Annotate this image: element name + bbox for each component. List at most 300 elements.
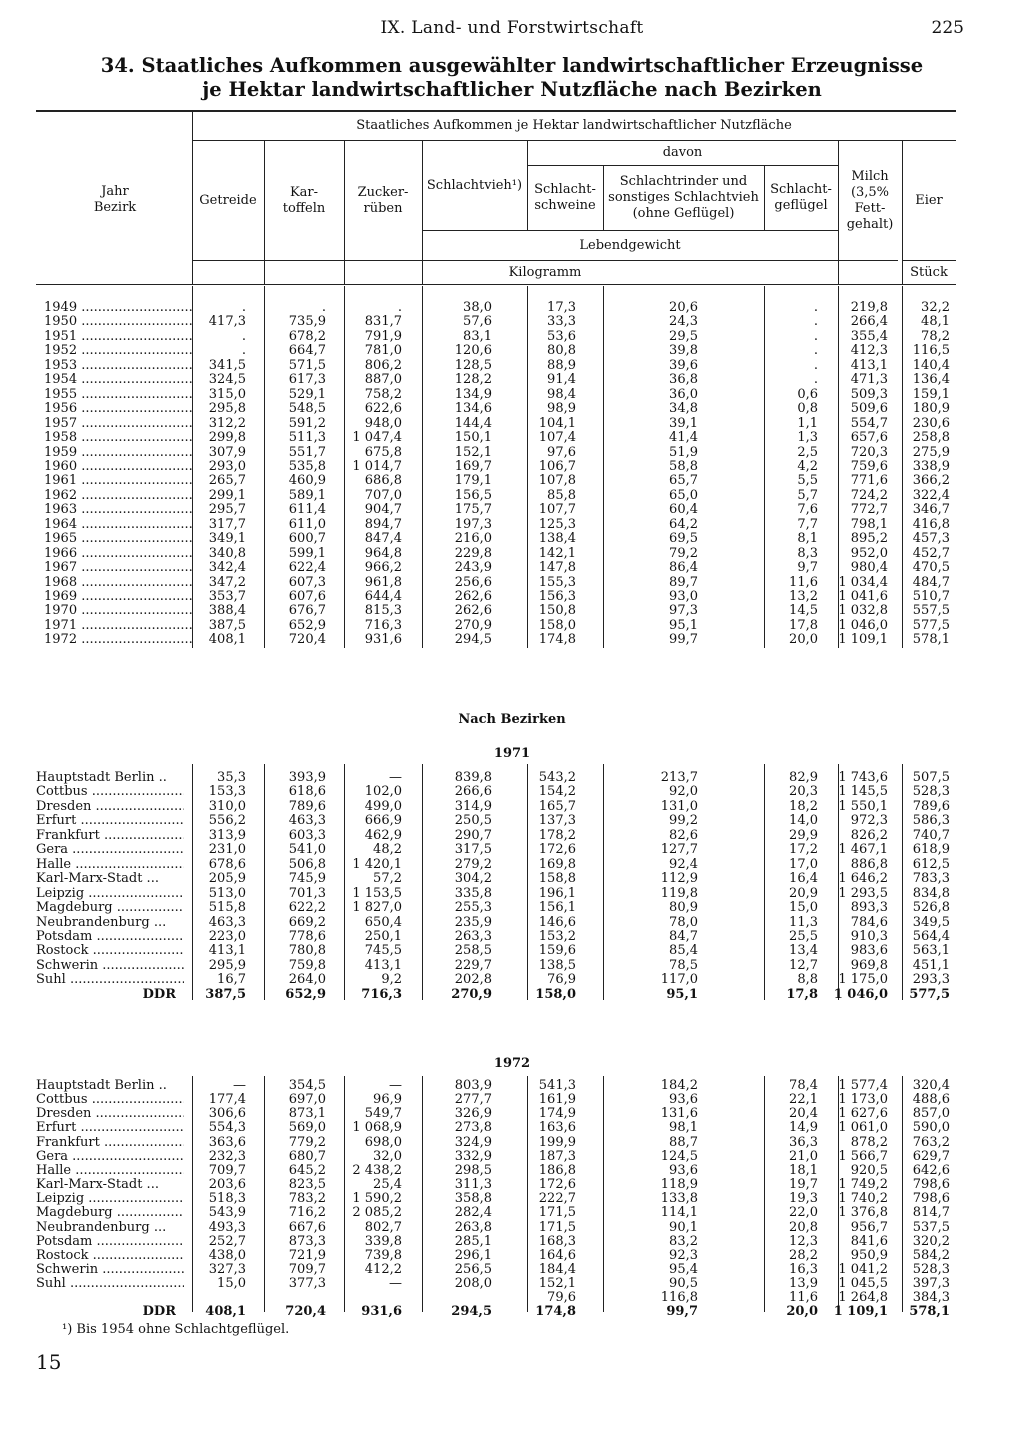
table-row bbox=[36, 473, 956, 488]
table-row bbox=[36, 799, 956, 814]
cell-eier: 322,4 bbox=[912, 487, 950, 503]
table-row bbox=[36, 943, 956, 958]
cell-eier: 814,7 bbox=[912, 1205, 950, 1221]
cell-schlachtschweine: 53,6 bbox=[547, 328, 576, 344]
table-row bbox=[36, 1276, 956, 1291]
cell-schlachtgefluegel: 2,5 bbox=[797, 444, 818, 460]
table-row bbox=[36, 1262, 956, 1277]
cell-getreide: 554,3 bbox=[208, 1120, 246, 1136]
cell-milch: 219,8 bbox=[850, 300, 888, 315]
cell-schlachtschweine: 150,8 bbox=[538, 603, 576, 619]
header-span-main: Staatliches Aufkommen je Hektar landwirtschaftlicher Nutzfläche bbox=[356, 118, 792, 133]
cell-zuckerrueben: . bbox=[397, 300, 402, 315]
table-row bbox=[36, 915, 956, 930]
header-zuckerrueben: Zucker- rüben bbox=[357, 184, 409, 216]
cell-schlachtschweine: 164,6 bbox=[538, 1247, 576, 1263]
cell-eier: 577,5 bbox=[909, 986, 950, 1002]
cell-eier: 416,8 bbox=[912, 516, 950, 532]
row-bezirk-label: Suhl ..... bbox=[36, 972, 184, 987]
table-row bbox=[36, 401, 956, 416]
cell-schlachtrinder: 20,6 bbox=[669, 300, 698, 315]
cell-schlachtrinder: 39,1 bbox=[669, 415, 698, 431]
cell-schlachtrinder: 36,0 bbox=[669, 386, 698, 402]
cell-schlachtschweine: 543,2 bbox=[538, 770, 576, 785]
cell-schlachtvieh: 57,6 bbox=[463, 314, 492, 330]
cell-schlachtschweine: 171,5 bbox=[538, 1205, 576, 1221]
cell-getreide: 341,5 bbox=[208, 357, 246, 373]
cell-schlachtgefluegel: 25,5 bbox=[789, 928, 818, 944]
table-row bbox=[36, 343, 956, 358]
cell-getreide: 387,5 bbox=[205, 986, 246, 1002]
cell-schlachtschweine: 107,8 bbox=[538, 473, 576, 489]
cell-schlachtrinder: 117,0 bbox=[660, 972, 698, 988]
cell-schlachtschweine: 79,6 bbox=[547, 1290, 576, 1306]
cell-schlachtschweine: 155,3 bbox=[538, 574, 576, 590]
cell-milch: 1 061,0 bbox=[838, 1120, 888, 1136]
cell-schlachtgefluegel: 12,3 bbox=[789, 1233, 818, 1249]
row-bezirk-label: Neubrandenburg ... bbox=[36, 914, 167, 930]
table-row bbox=[36, 560, 956, 575]
cell-schlachtvieh: 296,1 bbox=[454, 1247, 492, 1263]
cell-schlachtrinder: 95,4 bbox=[669, 1261, 698, 1277]
row-bezirk-label: Suhl ..... bbox=[36, 1276, 184, 1291]
cell-kartoffeln: 377,3 bbox=[288, 1276, 326, 1292]
cell-schlachtschweine: 158,0 bbox=[538, 617, 576, 633]
table-row bbox=[36, 603, 956, 618]
row-bezirk-label: Halle ..... bbox=[36, 1163, 184, 1178]
row-bezirk-label: DDR bbox=[142, 986, 176, 1002]
table-row bbox=[36, 1177, 956, 1192]
cell-schlachtschweine: 147,8 bbox=[538, 560, 576, 576]
header-eier: Eier bbox=[915, 192, 943, 208]
cell-zuckerrueben: 650,4 bbox=[364, 914, 402, 930]
cell-schlachtschweine: 169,8 bbox=[538, 856, 576, 872]
cell-kartoffeln: 697,0 bbox=[288, 1092, 326, 1108]
cell-schlachtrinder: 118,9 bbox=[660, 1177, 698, 1193]
cell-schlachtgefluegel: 20,0 bbox=[786, 1304, 818, 1320]
cell-schlachtvieh: 144,4 bbox=[454, 415, 492, 431]
cell-milch: 1 627,6 bbox=[838, 1106, 888, 1122]
cell-getreide: 232,3 bbox=[208, 1148, 246, 1164]
cell-zuckerrueben: 1 068,9 bbox=[352, 1120, 402, 1136]
cell-kartoffeln: 701,3 bbox=[288, 885, 326, 901]
page-footer-number: 15 bbox=[36, 1350, 62, 1374]
title-line-2: je Hektar landwirtschaftlicher Nutzfläche nach Bezirken bbox=[202, 78, 822, 101]
cell-schlachtschweine: 165,7 bbox=[538, 798, 576, 814]
cell-eier: 612,5 bbox=[912, 856, 950, 872]
cell-schlachtgefluegel: 11,6 bbox=[789, 1290, 818, 1306]
row-year-label: 1965 ..... bbox=[44, 531, 192, 546]
section-year-1971: 1971 bbox=[493, 746, 531, 761]
cell-milch: 1 034,4 bbox=[838, 574, 888, 590]
cell-milch: 1 550,1 bbox=[838, 798, 888, 814]
row-bezirk-label: Frankfurt ..... bbox=[36, 828, 184, 843]
cell-zuckerrueben: 791,9 bbox=[364, 328, 402, 344]
cell-milch: 893,3 bbox=[850, 900, 888, 916]
cell-getreide: 518,3 bbox=[208, 1191, 246, 1207]
row-bezirk-label: Magdeburg ..... bbox=[36, 1205, 184, 1220]
cell-eier: 526,8 bbox=[912, 900, 950, 916]
cell-zuckerrueben: — bbox=[389, 770, 402, 785]
running-header: IX. Land- und Forstwirtschaft bbox=[380, 18, 644, 38]
cell-schlachtrinder: 84,7 bbox=[669, 928, 698, 944]
cell-zuckerrueben: 413,1 bbox=[364, 957, 402, 973]
row-bezirk-label: Cottbus ..... bbox=[36, 1092, 184, 1107]
table-row bbox=[36, 1120, 956, 1135]
cell-zuckerrueben: 57,2 bbox=[373, 871, 402, 887]
cell-zuckerrueben: 549,7 bbox=[364, 1106, 402, 1122]
row-year-label: 1967 ..... bbox=[44, 560, 192, 575]
table-row bbox=[36, 958, 956, 973]
cell-kartoffeln: 354,5 bbox=[288, 1078, 326, 1093]
cell-schlachtgefluegel: 20,0 bbox=[789, 632, 818, 648]
cell-schlachtvieh: 83,1 bbox=[463, 328, 492, 344]
cell-schlachtrinder: 29,5 bbox=[669, 328, 698, 344]
cell-schlachtschweine: 168,3 bbox=[538, 1233, 576, 1249]
cell-schlachtrinder: 90,1 bbox=[669, 1219, 698, 1235]
cell-schlachtvieh: 317,5 bbox=[454, 842, 492, 858]
cell-schlachtgefluegel: 28,2 bbox=[789, 1247, 818, 1263]
table-row bbox=[36, 1205, 956, 1220]
cell-schlachtvieh: 803,9 bbox=[454, 1078, 492, 1093]
cell-schlachtgefluegel: 17,0 bbox=[789, 856, 818, 872]
cell-schlachtvieh: 216,0 bbox=[454, 531, 492, 547]
cell-eier: 798,6 bbox=[912, 1177, 950, 1193]
cell-schlachtschweine: 104,1 bbox=[538, 415, 576, 431]
cell-eier: 563,1 bbox=[912, 943, 950, 959]
cell-getreide: 223,0 bbox=[208, 928, 246, 944]
cell-zuckerrueben: — bbox=[389, 1078, 402, 1093]
cell-schlachtrinder: 99,2 bbox=[669, 813, 698, 829]
row-bezirk-label: Gera ..... bbox=[36, 842, 184, 857]
cell-schlachtgefluegel: 29,9 bbox=[789, 827, 818, 843]
cell-getreide: 231,0 bbox=[208, 842, 246, 858]
cell-zuckerrueben: 412,2 bbox=[364, 1261, 402, 1277]
cell-getreide: — bbox=[233, 1078, 246, 1093]
table-row bbox=[36, 372, 956, 387]
table-row bbox=[36, 1234, 956, 1249]
cell-eier: 584,2 bbox=[912, 1247, 950, 1263]
header-stub: Jahr Bezirk bbox=[93, 184, 137, 215]
cell-schlachtrinder: 82,6 bbox=[669, 827, 698, 843]
cell-milch: 720,3 bbox=[850, 444, 888, 460]
cell-schlachtrinder: 80,9 bbox=[669, 900, 698, 916]
cell-schlachtvieh: 256,5 bbox=[454, 1261, 492, 1277]
cell-zuckerrueben: 339,8 bbox=[364, 1233, 402, 1249]
cell-getreide: 438,0 bbox=[208, 1247, 246, 1263]
cell-kartoffeln: 778,6 bbox=[288, 928, 326, 944]
cell-schlachtvieh: 255,3 bbox=[454, 900, 492, 916]
cell-eier: 384,3 bbox=[912, 1290, 950, 1306]
cell-zuckerrueben: — bbox=[389, 1276, 402, 1292]
cell-schlachtvieh: 282,4 bbox=[454, 1205, 492, 1221]
cell-getreide: 363,6 bbox=[208, 1134, 246, 1150]
cell-milch: 471,3 bbox=[850, 372, 888, 388]
cell-schlachtvieh: 197,3 bbox=[454, 516, 492, 532]
cell-eier: 346,7 bbox=[912, 502, 950, 518]
cell-schlachtvieh: 839,8 bbox=[454, 770, 492, 785]
cell-getreide: 349,1 bbox=[208, 531, 246, 547]
cell-schlachtschweine: 33,3 bbox=[547, 314, 576, 330]
cell-eier: 275,9 bbox=[912, 444, 950, 460]
cell-eier: 590,0 bbox=[912, 1120, 950, 1136]
row-bezirk-label: Neubrandenburg ... bbox=[36, 1219, 167, 1235]
cell-schlachtschweine: 199,9 bbox=[538, 1134, 576, 1150]
cell-kartoffeln: 652,9 bbox=[288, 617, 326, 633]
row-bezirk-label: Rostock ..... bbox=[36, 1248, 184, 1263]
cell-eier: 528,3 bbox=[912, 784, 950, 800]
cell-schlachtschweine: 88,9 bbox=[547, 357, 576, 373]
table-title bbox=[0, 54, 1024, 102]
row-year-label: 1956 ..... bbox=[44, 401, 192, 416]
cell-schlachtvieh: 152,1 bbox=[454, 444, 492, 460]
cell-milch: 878,2 bbox=[850, 1134, 888, 1150]
cell-schlachtrinder: 78,0 bbox=[669, 914, 698, 930]
row-year-label: 1964 ..... bbox=[44, 517, 192, 532]
cell-schlachtgefluegel: 78,4 bbox=[789, 1078, 818, 1093]
cell-schlachtvieh: 134,6 bbox=[454, 401, 492, 417]
cell-zuckerrueben: 781,0 bbox=[364, 343, 402, 359]
cell-kartoffeln: 529,1 bbox=[288, 386, 326, 402]
cell-schlachtvieh: 277,7 bbox=[454, 1092, 492, 1108]
cell-milch: 1 293,5 bbox=[838, 885, 888, 901]
row-year-label: 1962 ..... bbox=[44, 488, 192, 503]
row-bezirk-label: Karl-Marx-Stadt ... bbox=[36, 1177, 159, 1193]
cell-schlachtrinder: 112,9 bbox=[660, 871, 698, 887]
cell-schlachtrinder: 213,7 bbox=[660, 770, 698, 785]
cell-zuckerrueben: 666,9 bbox=[364, 813, 402, 829]
cell-schlachtschweine: 172,6 bbox=[538, 1177, 576, 1193]
cell-eier: 397,3 bbox=[912, 1276, 950, 1292]
cell-milch: 920,5 bbox=[850, 1162, 888, 1178]
cell-kartoffeln: 667,6 bbox=[288, 1219, 326, 1235]
cell-eier: 338,9 bbox=[912, 458, 950, 474]
cell-kartoffeln: 716,2 bbox=[288, 1205, 326, 1221]
row-bezirk-label: Dresden ..... bbox=[36, 1106, 184, 1121]
cell-schlachtschweine: 184,4 bbox=[538, 1261, 576, 1277]
cell-kartoffeln: 589,1 bbox=[288, 487, 326, 503]
cell-schlachtgefluegel: 20,3 bbox=[789, 784, 818, 800]
cell-kartoffeln: 622,2 bbox=[288, 900, 326, 916]
cell-kartoffeln: 607,6 bbox=[288, 589, 326, 604]
cell-zuckerrueben: 964,8 bbox=[364, 545, 402, 561]
cell-schlachtrinder: 133,8 bbox=[660, 1191, 698, 1207]
cell-kartoffeln: 264,0 bbox=[288, 972, 326, 988]
cell-eier: 32,2 bbox=[921, 300, 950, 315]
cell-getreide: 315,0 bbox=[208, 386, 246, 402]
cell-milch: 724,2 bbox=[850, 487, 888, 503]
cell-milch: 1 577,4 bbox=[838, 1078, 888, 1093]
cell-schlachtrinder: 92,3 bbox=[669, 1247, 698, 1263]
cell-schlachtschweine: 161,9 bbox=[538, 1092, 576, 1108]
cell-eier: 180,9 bbox=[912, 401, 950, 417]
cell-milch: 1 109,1 bbox=[833, 1304, 888, 1320]
cell-eier: 642,6 bbox=[912, 1162, 950, 1178]
cell-schlachtvieh: 298,5 bbox=[454, 1162, 492, 1178]
cell-eier: 578,1 bbox=[912, 632, 950, 648]
cell-schlachtrinder: 93,0 bbox=[669, 589, 698, 604]
cell-schlachtrinder: 88,7 bbox=[669, 1134, 698, 1150]
cell-milch: 1 145,5 bbox=[838, 784, 888, 800]
cell-eier: 629,7 bbox=[912, 1148, 950, 1164]
cell-eier: 230,6 bbox=[912, 415, 950, 431]
cell-kartoffeln: 591,2 bbox=[288, 415, 326, 431]
cell-zuckerrueben: 739,8 bbox=[364, 1247, 402, 1263]
cell-kartoffeln: 720,4 bbox=[288, 632, 326, 648]
cell-schlachtrinder: 92,0 bbox=[669, 784, 698, 800]
cell-eier: 798,6 bbox=[912, 1191, 950, 1207]
cell-kartoffeln: 783,2 bbox=[288, 1191, 326, 1207]
cell-getreide: 342,4 bbox=[208, 560, 246, 576]
table-row-ddr-total bbox=[36, 1304, 956, 1319]
cell-schlachtschweine: 146,6 bbox=[538, 914, 576, 930]
cell-schlachtgefluegel: 0,8 bbox=[797, 401, 818, 417]
cell-schlachtgefluegel: 5,7 bbox=[797, 487, 818, 503]
cell-milch: 413,1 bbox=[850, 357, 888, 373]
cell-schlachtrinder: 93,6 bbox=[669, 1162, 698, 1178]
cell-eier: 834,8 bbox=[912, 885, 950, 901]
cell-kartoffeln: . bbox=[321, 300, 326, 315]
cell-schlachtrinder: 69,5 bbox=[669, 531, 698, 547]
cell-milch: 950,9 bbox=[850, 1247, 888, 1263]
cell-milch: 1 041,6 bbox=[838, 589, 888, 604]
table-row bbox=[36, 314, 956, 329]
row-year-label: 1969 ..... bbox=[44, 589, 192, 604]
row-bezirk-label: Karl-Marx-Stadt ... bbox=[36, 871, 159, 887]
row-year-label: 1959 ..... bbox=[44, 445, 192, 460]
table-row bbox=[36, 842, 956, 857]
cell-kartoffeln: 460,9 bbox=[288, 473, 326, 489]
table-row bbox=[36, 1106, 956, 1121]
cell-schlachtschweine: 196,1 bbox=[538, 885, 576, 901]
cell-milch: 554,7 bbox=[850, 415, 888, 431]
cell-schlachtgefluegel: 13,4 bbox=[789, 943, 818, 959]
cell-getreide: 340,8 bbox=[208, 545, 246, 561]
cell-kartoffeln: 541,0 bbox=[288, 842, 326, 858]
section-nach-bezirken: Nach Bezirken bbox=[458, 712, 566, 727]
header-kilogramm: Kilogramm bbox=[508, 264, 582, 280]
cell-zuckerrueben: 25,4 bbox=[373, 1177, 402, 1193]
cell-kartoffeln: 709,7 bbox=[288, 1261, 326, 1277]
cell-schlachtgefluegel: 8,8 bbox=[797, 972, 818, 988]
cell-eier: 349,5 bbox=[912, 914, 950, 930]
cell-getreide: 388,4 bbox=[208, 603, 246, 619]
cell-zuckerrueben: 499,0 bbox=[364, 798, 402, 814]
cell-milch: 759,6 bbox=[850, 458, 888, 474]
cell-getreide: 317,7 bbox=[208, 516, 246, 532]
cell-getreide: 347,2 bbox=[208, 574, 246, 590]
cell-schlachtgefluegel: 22,1 bbox=[789, 1092, 818, 1108]
cell-schlachtrinder: 124,5 bbox=[660, 1148, 698, 1164]
table-row bbox=[36, 300, 956, 315]
cell-schlachtgefluegel: 18,1 bbox=[789, 1162, 818, 1178]
cell-schlachtrinder: 24,3 bbox=[669, 314, 698, 330]
cell-schlachtvieh: 270,9 bbox=[454, 617, 492, 633]
cell-schlachtrinder: 184,2 bbox=[660, 1078, 698, 1093]
cell-zuckerrueben: 894,7 bbox=[364, 516, 402, 532]
cell-eier: 577,5 bbox=[912, 617, 950, 633]
cell-schlachtvieh: 128,2 bbox=[454, 372, 492, 388]
cell-schlachtschweine: 158,0 bbox=[535, 986, 576, 1002]
cell-milch: 1 045,5 bbox=[838, 1276, 888, 1292]
cell-schlachtrinder: 36,8 bbox=[669, 372, 698, 388]
table-row bbox=[36, 1220, 956, 1235]
table-row bbox=[36, 813, 956, 828]
cell-milch: 972,3 bbox=[850, 813, 888, 829]
cell-schlachtschweine: 159,6 bbox=[538, 943, 576, 959]
row-year-label: 1955 ..... bbox=[44, 387, 192, 402]
cell-eier: 293,3 bbox=[912, 972, 950, 988]
cell-schlachtschweine: 153,2 bbox=[538, 928, 576, 944]
cell-schlachtrinder: 131,0 bbox=[660, 798, 698, 814]
table-row bbox=[36, 857, 956, 872]
cell-schlachtgefluegel: 5,5 bbox=[797, 473, 818, 489]
cell-schlachtgefluegel: 17,8 bbox=[789, 617, 818, 633]
cell-schlachtrinder: 114,1 bbox=[660, 1205, 698, 1221]
cell-kartoffeln: 599,1 bbox=[288, 545, 326, 561]
header-schlachtvieh: Schlachtvieh¹) bbox=[426, 177, 523, 193]
cell-schlachtgefluegel: 14,9 bbox=[789, 1120, 818, 1136]
cell-getreide: 310,0 bbox=[208, 798, 246, 814]
cell-schlachtrinder: 83,2 bbox=[669, 1233, 698, 1249]
table-row bbox=[36, 445, 956, 460]
row-year-label: 1952 ..... bbox=[44, 343, 192, 358]
cell-schlachtvieh: 332,9 bbox=[454, 1148, 492, 1164]
cell-schlachtvieh: 285,1 bbox=[454, 1233, 492, 1249]
cell-eier: 320,4 bbox=[912, 1078, 950, 1093]
cell-getreide: 293,0 bbox=[208, 458, 246, 474]
cell-zuckerrueben: 1 590,2 bbox=[352, 1191, 402, 1207]
row-bezirk-label: Gera ..... bbox=[36, 1149, 184, 1164]
cell-eier: 258,8 bbox=[912, 430, 950, 446]
cell-kartoffeln: 551,7 bbox=[288, 444, 326, 460]
cell-eier: 510,7 bbox=[912, 589, 950, 604]
table-row bbox=[36, 618, 956, 633]
cell-kartoffeln: 780,8 bbox=[288, 943, 326, 959]
cell-milch: 1 467,1 bbox=[838, 842, 888, 858]
cell-schlachtschweine: 171,5 bbox=[538, 1219, 576, 1235]
cell-zuckerrueben: 1 047,4 bbox=[352, 430, 402, 446]
cell-zuckerrueben: 102,0 bbox=[364, 784, 402, 800]
cell-schlachtvieh: 202,8 bbox=[454, 972, 492, 988]
cell-schlachtgefluegel: 18,2 bbox=[789, 798, 818, 814]
cell-zuckerrueben: 96,9 bbox=[373, 1092, 402, 1108]
table-row bbox=[36, 972, 956, 987]
table-row bbox=[36, 517, 956, 532]
cell-schlachtgefluegel: . bbox=[813, 328, 818, 344]
cell-schlachtvieh: 208,0 bbox=[454, 1276, 492, 1292]
cell-milch: 771,6 bbox=[850, 473, 888, 489]
cell-zuckerrueben: 806,2 bbox=[364, 357, 402, 373]
row-bezirk-label: DDR bbox=[142, 1304, 176, 1320]
cell-milch: 1 041,2 bbox=[838, 1261, 888, 1277]
cell-getreide: 177,4 bbox=[208, 1092, 246, 1108]
cell-milch: 798,1 bbox=[850, 516, 888, 532]
cell-schlachtvieh: 335,8 bbox=[454, 885, 492, 901]
row-bezirk-label: Rostock ..... bbox=[36, 943, 184, 958]
cell-schlachtrinder: 65,0 bbox=[669, 487, 698, 503]
cell-getreide: 153,3 bbox=[208, 784, 246, 800]
cell-schlachtgefluegel: 22,0 bbox=[789, 1205, 818, 1221]
cell-schlachtgefluegel: 12,7 bbox=[789, 957, 818, 973]
cell-schlachtgefluegel: 13,2 bbox=[789, 589, 818, 604]
cell-milch: 1 046,0 bbox=[838, 617, 888, 633]
row-bezirk-label: Potsdam ..... bbox=[36, 929, 184, 944]
cell-milch: 1 646,2 bbox=[838, 871, 888, 887]
cell-getreide: 327,3 bbox=[208, 1261, 246, 1277]
cell-schlachtvieh: 134,9 bbox=[454, 386, 492, 402]
cell-milch: 355,4 bbox=[850, 328, 888, 344]
